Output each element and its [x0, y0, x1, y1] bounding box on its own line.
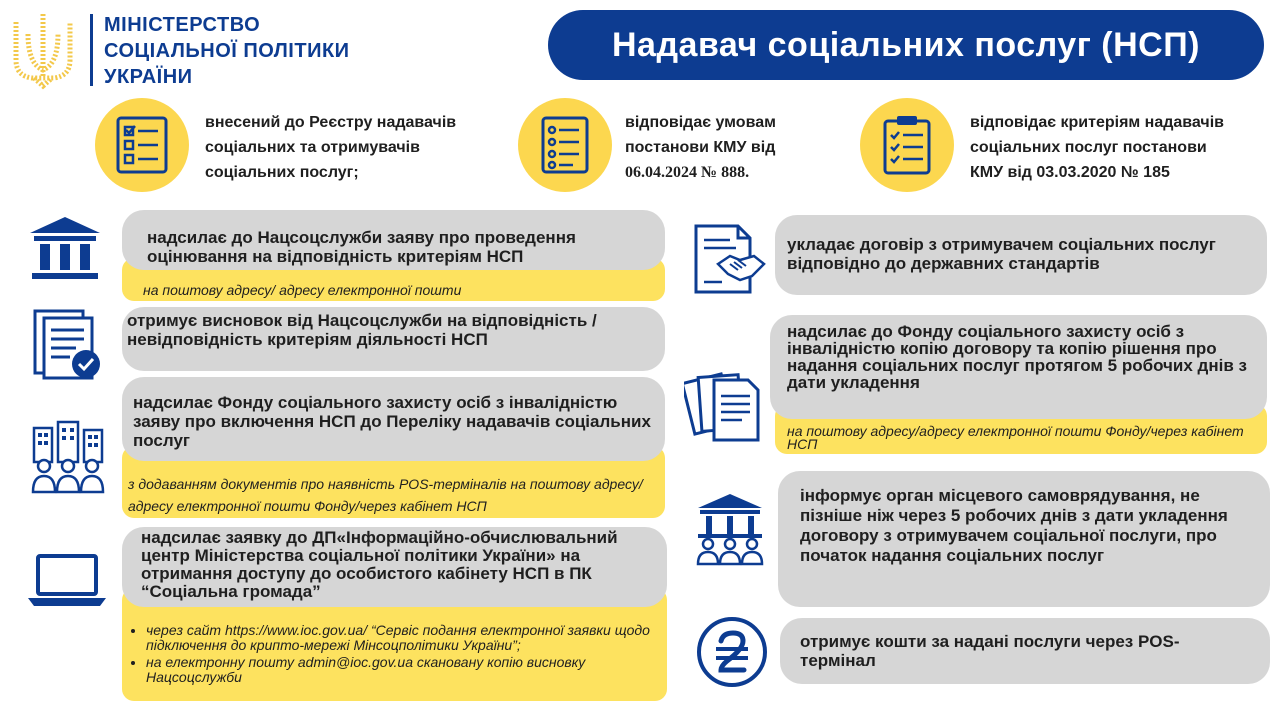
- hryvnia-coin-icon: [695, 615, 769, 694]
- document-check-icon: [32, 308, 104, 387]
- government-building-icon: [28, 215, 102, 286]
- ministry-line-3: УКРАЇНИ: [104, 66, 193, 88]
- documents-stack-icon: [684, 368, 764, 449]
- ministry-name: [104, 12, 350, 90]
- people-buildings-icon: [30, 420, 106, 499]
- top-item-2-line1: відповідає умовам постанови КМУ від: [625, 114, 776, 156]
- laptop-icon: [26, 552, 108, 615]
- left-1-main-text: надсилає до Нацсоцслужби заяву про проведення оцінювання на відповідність критеріям НСП: [147, 228, 576, 266]
- top-item-3-line2: [970, 160, 1270, 185]
- checklist-icon: [518, 98, 612, 192]
- left-4-bullets: [128, 623, 663, 687]
- coat-of-arms-logo: [8, 8, 78, 90]
- contract-handshake-icon: [692, 222, 766, 301]
- community-building-icon: [692, 492, 768, 571]
- right-2-note-text: на поштову адресу/адресу електронної пошти Фонду/через кабінет НСП: [787, 423, 1244, 452]
- left-3-main-text: надсилає Фонду соціального захисту осіб з інвалідністю заяву про включення НСП до Переліку надавачів соціальних послуг: [133, 393, 651, 450]
- top-item-3-line2-text: КМУ від 03.03.2020 № 185: [970, 164, 1170, 181]
- checklist-icon: [95, 98, 189, 192]
- clipboard-check-icon: [860, 98, 954, 192]
- top-item-3-line1: відповідає критеріям надавачів соціальних послуг постанови: [970, 114, 1224, 156]
- right-4-main-text: отримує кошти за надані послуги через POS-термінал: [800, 632, 1180, 670]
- top-item-1-text: внесений до Реєстру надавачів соціальних та отримувачів соціальних послуг;: [205, 114, 457, 181]
- right-2-main-text: надсилає до Фонду соціального захисту осіб з інвалідністю копію договору та копію рішення про надання соціальних послуг протягом 5 робочих днів з дати укладення: [787, 322, 1247, 392]
- left-2-main-text: отримує висновок від Нацсоцслужби на відповідність /невідповідність критеріям діяльності НСП: [127, 311, 597, 349]
- logo-divider: [90, 14, 93, 86]
- left-1-note-text: на поштову адресу/ адресу електронної пошти: [143, 282, 462, 298]
- left-4-bullet-1: • через сайт https://www.ioc.gov.ua/ “Сервіс подання електронної заявки щодо підключення до крипто-мережі Мінсоцполітики України”;: [146, 623, 663, 653]
- left-3-note-text: з додаванням документів про наявність POS-терміналів на поштову адресу/адресу електронної пошти Фонду/через кабінет НСП: [128, 476, 643, 514]
- page-title: Надавач соціальних послуг (НСП): [611, 25, 1200, 64]
- right-3-main-text: інформує орган місцевого самоврядування, не пізніше ніж через 5 робочих днів з дати укладення договору з отримувачем соціальної послуги, про початок надання соціальних послуг: [800, 486, 1228, 565]
- top-item-3-text: [970, 110, 1270, 185]
- ministry-line-1: МІНІСТЕРСТВО: [104, 14, 261, 36]
- left-4-main-text: надсилає заявку до ДП«Інформаційно-обчислювальний центр Міністерства соціальної політики України» на отримання доступу до особистого кабінету НСП в ПК “Соціальна громада”: [141, 528, 618, 601]
- title-banner: [548, 10, 1264, 80]
- left-4-bullet-2: • на електронну пошту admin@ioc.gov.ua скановану копію висновку Нацсоцслужби: [146, 655, 663, 685]
- top-item-2-text: [625, 110, 845, 185]
- ministry-line-2: СОЦІАЛЬНОЇ ПОЛІТИКИ: [104, 40, 350, 62]
- right-1-main-text: укладає договір з отримувачем соціальних послуг відповідно до державних стандартів: [787, 235, 1216, 273]
- top-item-2-line2: 06.04.2024 № 888.: [625, 164, 750, 181]
